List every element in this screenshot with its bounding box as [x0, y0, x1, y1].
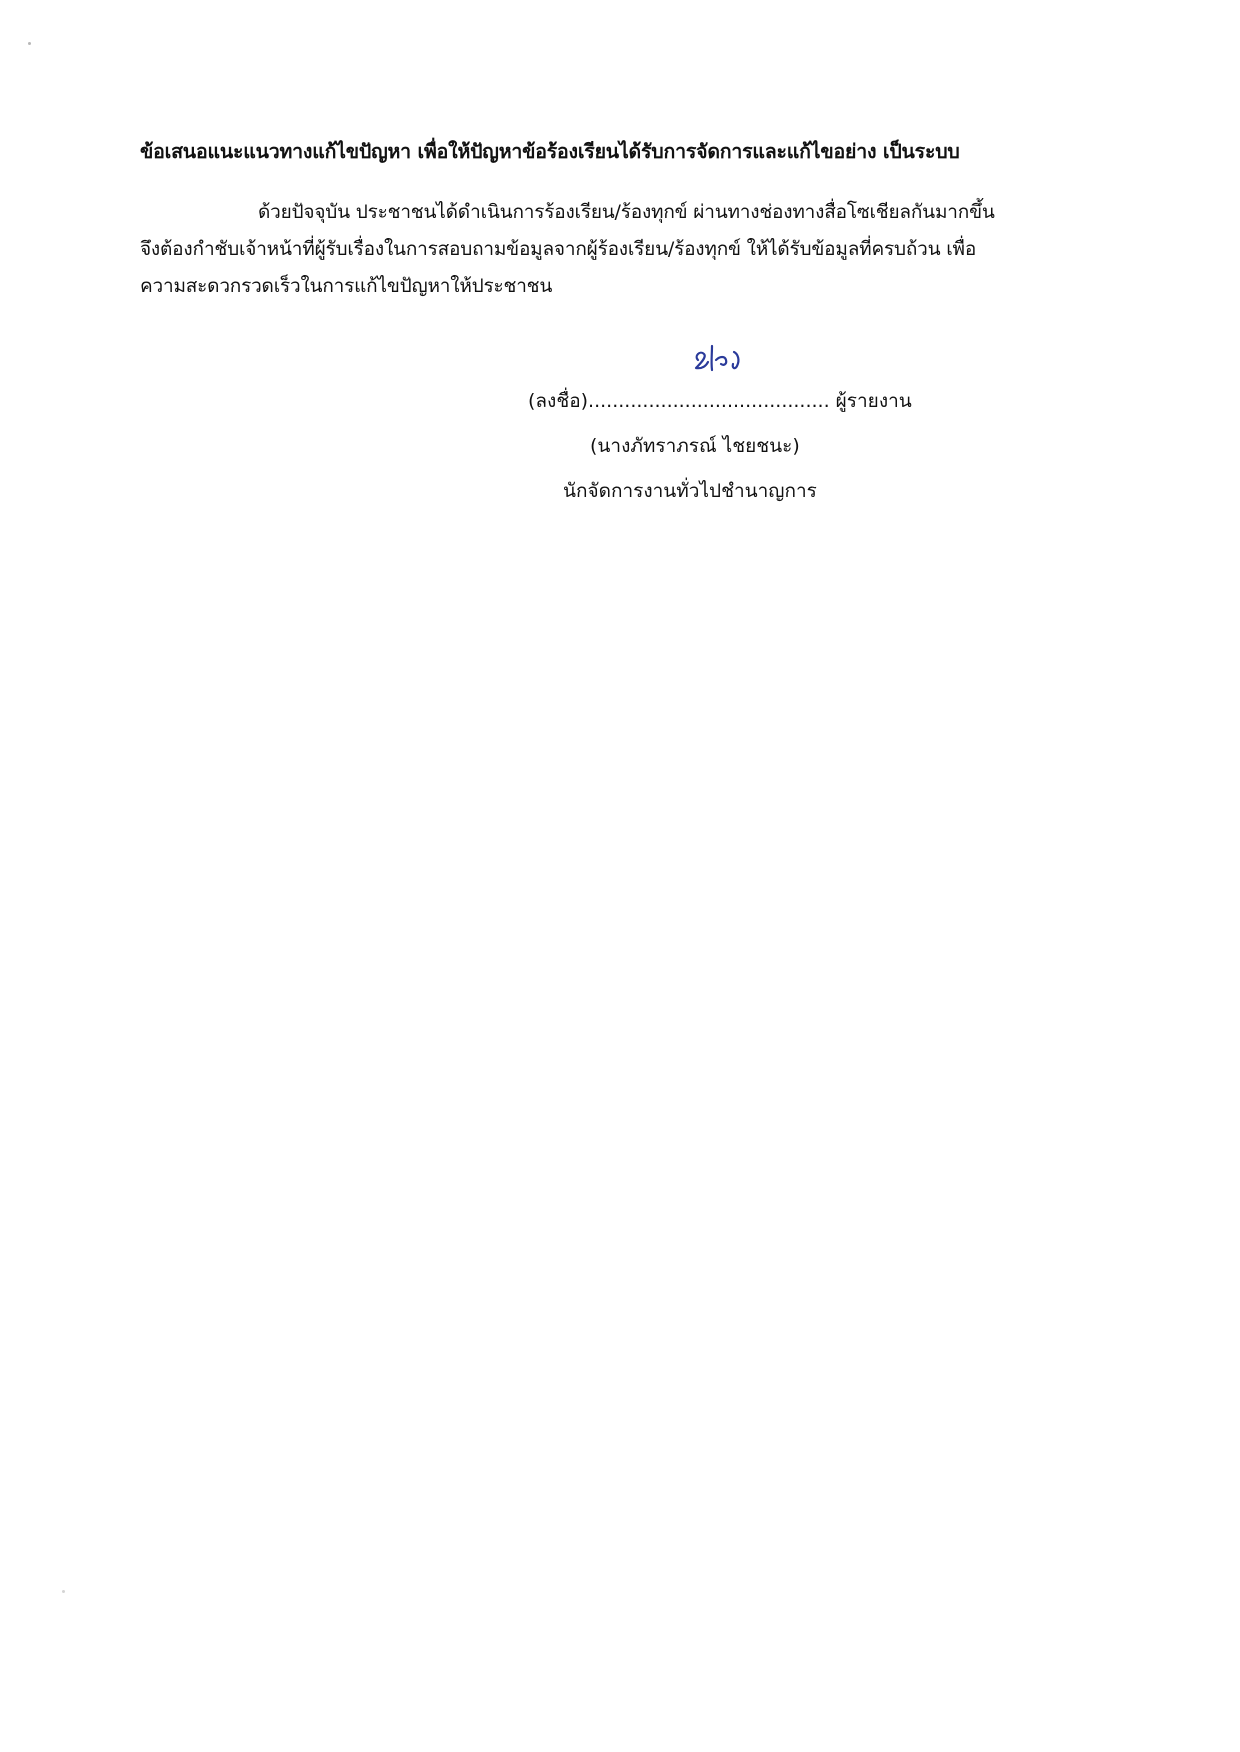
- signature-line: (ลงชื่อ)........................................ ผู้รายงาน: [528, 390, 912, 412]
- paragraph-line-3: ความสะดวกรวดเร็วในการแก้ไขปัญหาให้ประชาชน: [140, 275, 553, 297]
- signer-position: นักจัดการงานทั่วไปชำนาญการ: [563, 480, 817, 502]
- paragraph-line-1: ด้วยปัจจุบัน ประชาชนได้ดำเนินการร้องเรียน/ร้องทุกข์ ผ่านทางช่องทางสื่อโซเชียลกันมากขึ้น: [258, 201, 995, 223]
- scan-speck: [28, 42, 31, 45]
- handwritten-signature: [690, 338, 752, 382]
- document-heading: ข้อเสนอแนะแนวทางแก้ไขปัญหา เพื่อให้ปัญหาข้อร้องเรียนได้รับการจัดการและแก้ไขอย่าง เป็นระบบ: [140, 140, 960, 163]
- body-paragraph: [140, 194, 1106, 305]
- scan-speck: [62, 1590, 65, 1593]
- paragraph-line-2: จึงต้องกำชับเจ้าหน้าที่ผู้รับเรื่องในการสอบถามข้อมูลจากผู้ร้องเรียน/ร้องทุกข์ ให้ได้รับข้อมูลที่ครบถ้วน เพื่อ: [140, 238, 977, 260]
- signer-name: (นางภัทราภรณ์ ไชยชนะ): [590, 435, 800, 457]
